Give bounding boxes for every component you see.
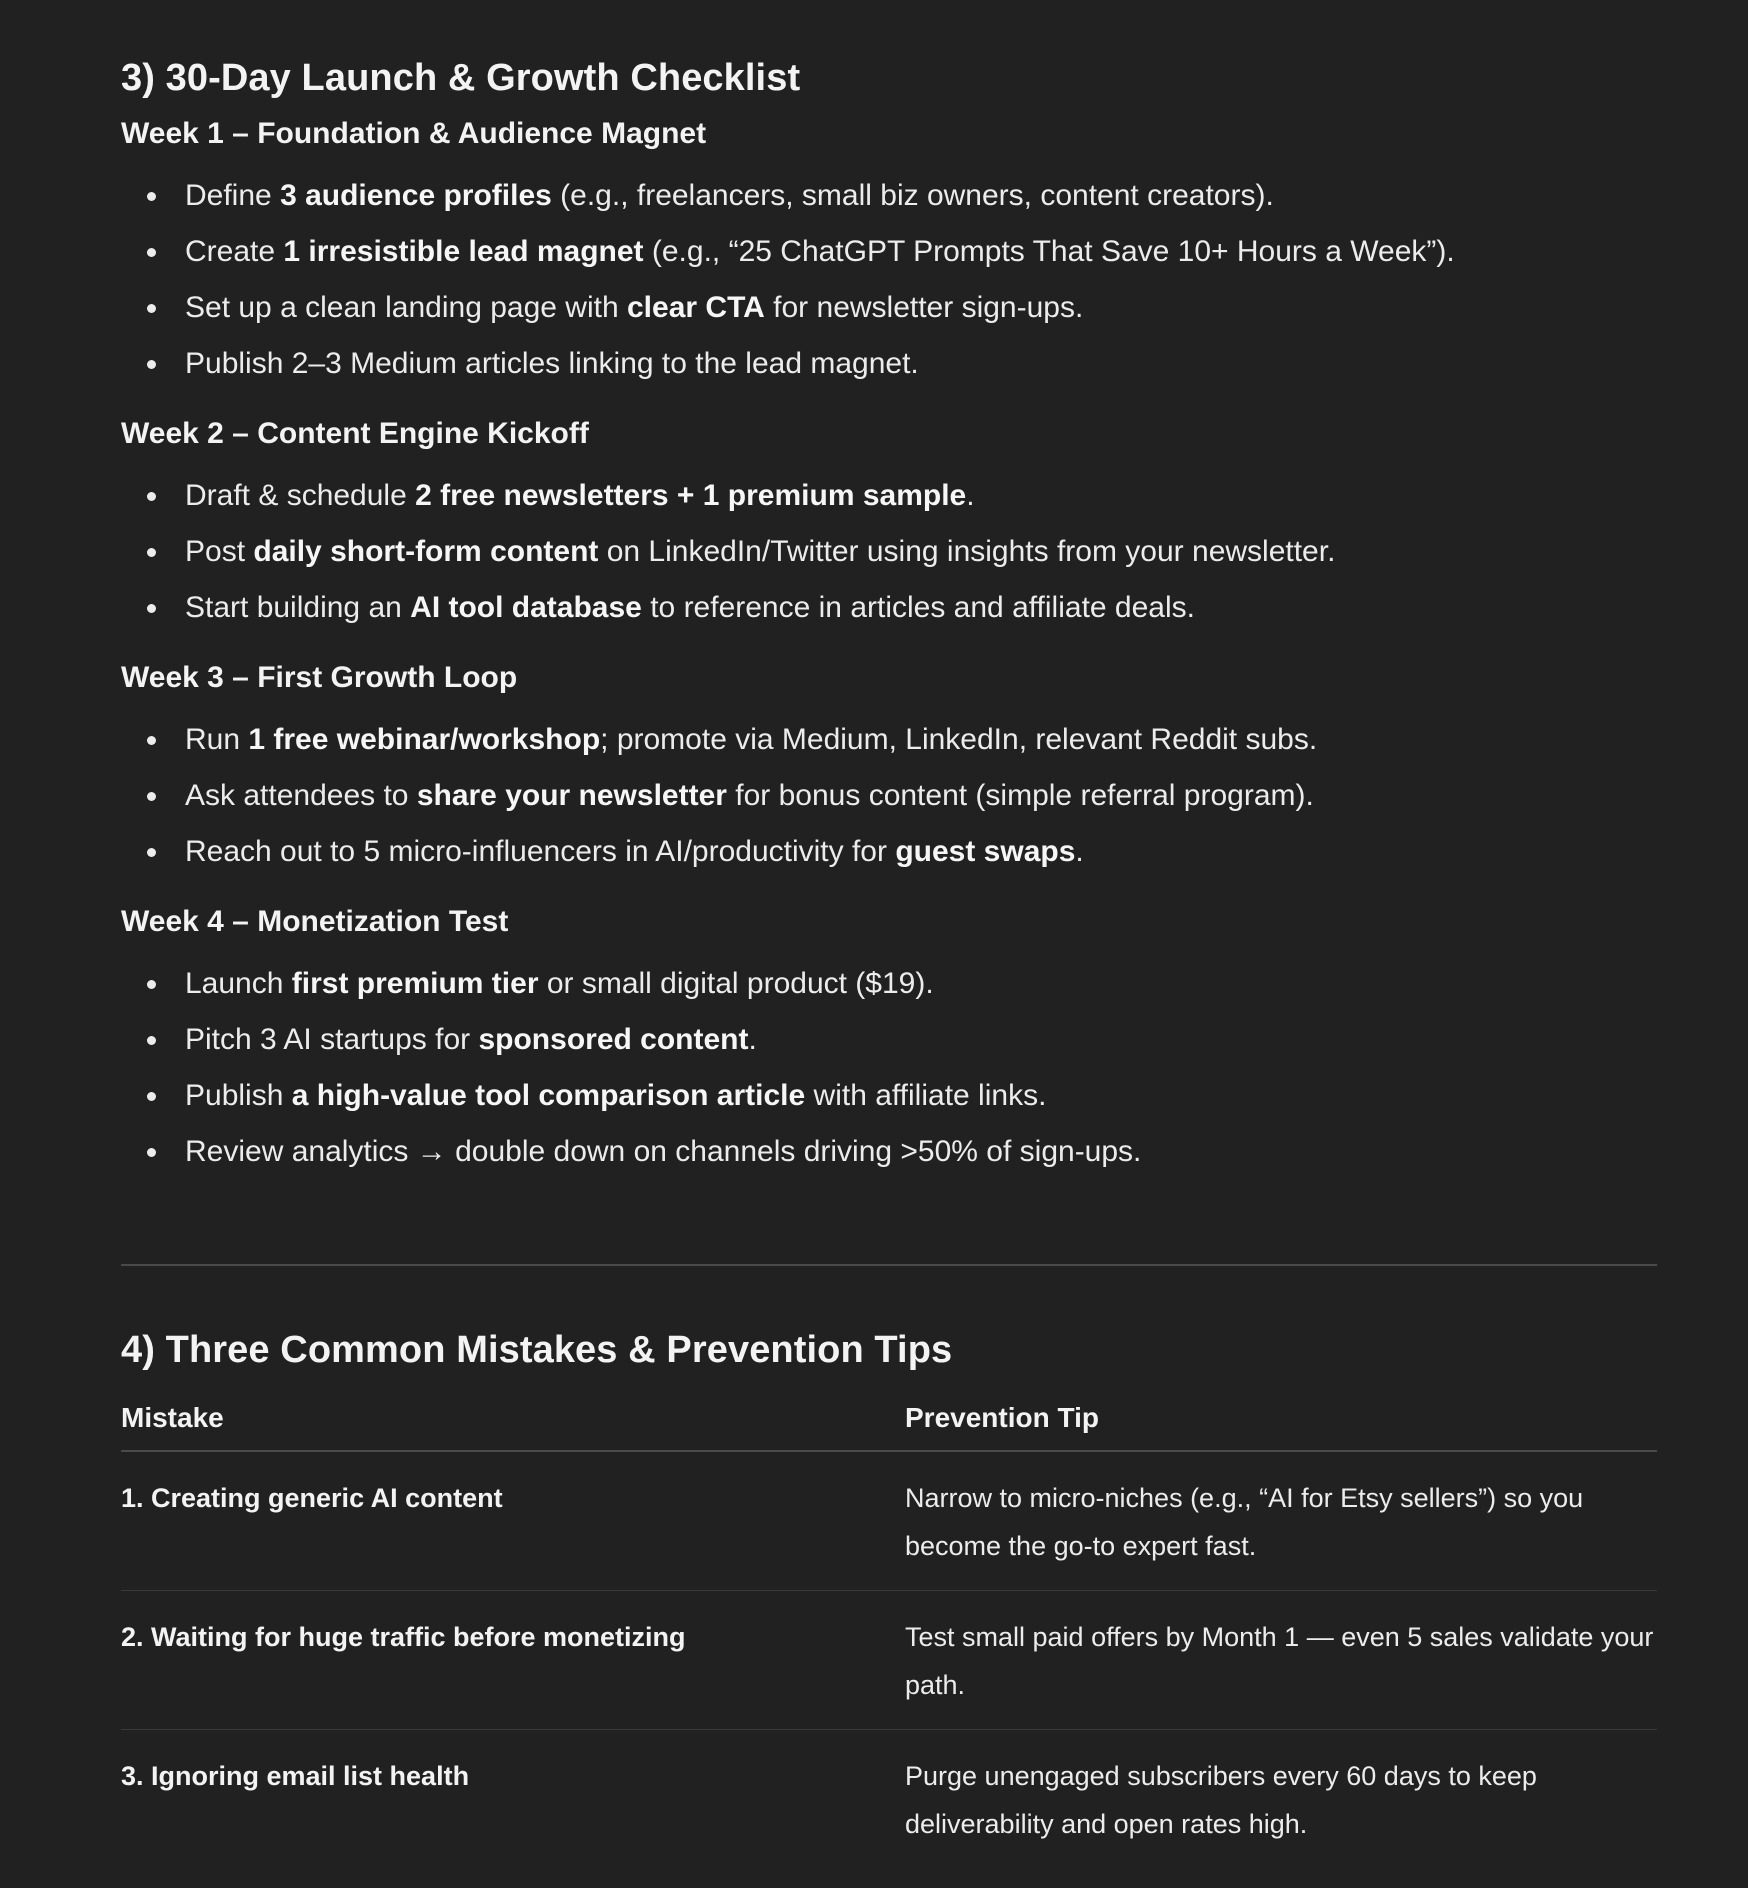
week4-heading: Week 4 – Monetization Test — [121, 905, 509, 938]
week2-heading: Week 2 – Content Engine Kickoff — [121, 417, 589, 450]
mistakes-table — [121, 1392, 1657, 1868]
list-item: Review analytics → double down on channels driving >50% of sign-ups. — [185, 1124, 1657, 1180]
list-item: Post daily short-form content on LinkedIn/Twitter using insights from your newsletter. — [185, 524, 1657, 580]
table-row — [121, 1591, 1657, 1730]
week3-heading: Week 3 – First Growth Loop — [121, 661, 518, 694]
mistake-cell: 1. Creating generic AI content — [121, 1451, 905, 1591]
list-item: Draft & schedule 2 free newsletters + 1 premium sample. — [185, 468, 1657, 524]
list-item: Define 3 audience profiles (e.g., freelancers, small biz owners, content creators). — [185, 168, 1657, 224]
list-item: Run 1 free webinar/workshop; promote via Medium, LinkedIn, relevant Reddit subs. — [185, 712, 1657, 768]
week3-list — [121, 712, 1657, 880]
mistake-cell: 2. Waiting for huge traffic before monetizing — [121, 1591, 905, 1730]
list-item: Pitch 3 AI startups for sponsored content. — [185, 1012, 1657, 1068]
section4-title: 4) Three Common Mistakes & Prevention Tips — [121, 1329, 953, 1371]
table-row — [121, 1451, 1657, 1591]
week4-list — [121, 956, 1657, 1180]
list-item: Publish a high-value tool comparison article with affiliate links. — [185, 1068, 1657, 1124]
tip-cell: Narrow to micro-niches (e.g., “AI for Etsy sellers”) so you become the go-to expert fast. — [905, 1451, 1657, 1591]
tip-cell: Test small paid offers by Month 1 — even 5 sales validate your path. — [905, 1591, 1657, 1730]
tip-cell: Purge unengaged subscribers every 60 days to keep deliverability and open rates high. — [905, 1761, 1537, 1839]
week2-list — [121, 468, 1657, 636]
list-item: Launch first premium tier or small digital product ($19). — [185, 956, 1657, 1012]
section-divider — [121, 1264, 1657, 1266]
mistakes-section — [121, 1322, 1657, 1868]
list-item: Reach out to 5 micro-influencers in AI/productivity for guest swaps. — [185, 824, 1657, 880]
list-item: Start building an AI tool database to reference in articles and affiliate deals. — [185, 580, 1657, 636]
list-item: Ask attendees to share your newsletter for bonus content (simple referral program). — [185, 768, 1657, 824]
section3-title: 3) 30-Day Launch & Growth Checklist — [121, 57, 801, 99]
week1-heading: Week 1 – Foundation & Audience Magnet — [121, 117, 707, 150]
list-item: Publish 2–3 Medium articles linking to the lead magnet. — [185, 336, 1657, 392]
list-item: Set up a clean landing page with clear CTA for newsletter sign-ups. — [185, 280, 1657, 336]
week1-list — [121, 168, 1657, 392]
list-item: Create 1 irresistible lead magnet (e.g., “25 ChatGPT Prompts That Save 10+ Hours a Week”). — [185, 224, 1657, 280]
mistake-cell: 3. Ignoring email list health — [121, 1761, 470, 1791]
column-header-mistake: Mistake — [121, 1392, 905, 1451]
column-header-tip: Prevention Tip — [905, 1392, 1657, 1451]
table-row — [121, 1730, 1657, 1869]
table-header-row — [121, 1392, 1657, 1451]
